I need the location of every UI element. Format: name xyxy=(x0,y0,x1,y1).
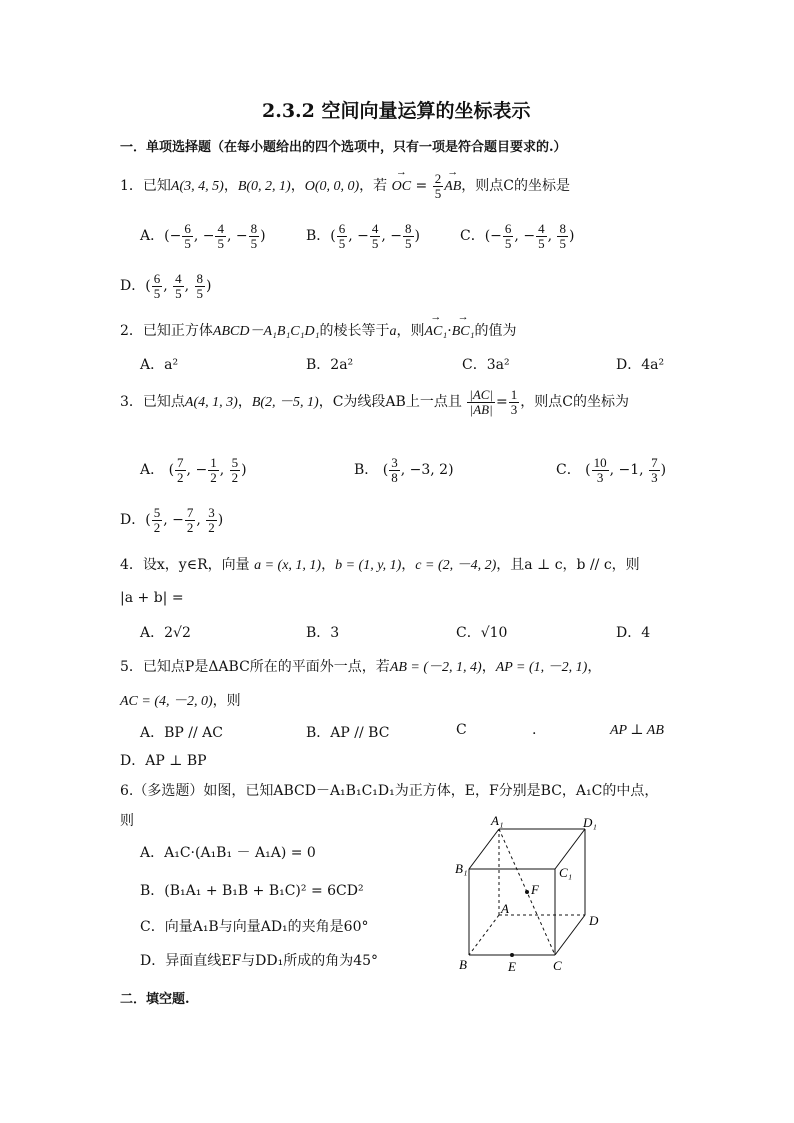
label-A1: A₁ xyxy=(491,815,504,828)
label-B: B xyxy=(459,957,467,972)
label-A: A xyxy=(501,901,509,916)
question-4-option-b: B．3 xyxy=(306,625,340,641)
question-5-option-b: B．AP // BC xyxy=(306,725,390,741)
question-3-option-a: A． ( $\frac{7}{2}$ , − $\frac{1}{2}$ , $\frac{5}{2}$ ) xyxy=(140,455,247,485)
question-4-option-d: D．4 xyxy=(616,625,651,641)
question-3-option-b: B． ( $\frac{3}{8}$ , −3, 2) xyxy=(354,455,454,485)
question-1-option-b: B．( $\frac{6}{5}$ , − $\frac{4}{5}$ , − $\frac{8}{5}$ ) xyxy=(306,221,421,251)
question-3-option-c: C． ( $\frac{10}{3}$ , −1, $\frac{7}{3}$ ) xyxy=(556,455,667,485)
edge-A1B1 xyxy=(469,829,499,869)
question-2-stem: 2．已知正方体ABCD－A₁B₁C₁D₁的棱长等于a，则→ AC₁·→ BC₁的值为 xyxy=(120,320,516,340)
question-4-option-a: A．2√2 xyxy=(140,625,191,641)
point-E xyxy=(510,953,514,957)
question-6-option-c: C．向量A₁B与向量AD₁的夹角是60° xyxy=(140,919,369,935)
question-2-option-c: C．3a² xyxy=(462,357,510,373)
question-3-stem: 3．已知点A(4, 1, 3)，B(2, －5, 1)，C为线段AB上一点且 $\frac{|AC|}{|AB|}$ = $\frac{1}{3}$ ，则点C的坐标为 xyxy=(120,387,629,417)
question-5-option-c-label: C xyxy=(456,722,467,738)
question-6-stem: 6.（多选题）如图，已知ABCD－A₁B₁C₁D₁为正方体，E，F分别是BC，A₁C的中点， xyxy=(120,783,659,799)
label-D1: D₁ xyxy=(583,815,597,830)
question-4-stem: 4．设x，y∈R，向量 a = (x, 1, 1)，b = (1, y, 1)，c = (2, －4, 2)，且a ⊥ c，b // c，则 xyxy=(120,557,640,573)
question-1-stem: 1．已知A(3, 4, 5)，B(0, 2, 1)，O(0, 0, 0)，若 → OC = $\frac{2}{5}$ → AB，则点C的坐标是 xyxy=(120,172,570,200)
question-5-option-d: D．AP ⊥ BP xyxy=(120,753,207,769)
question-4-stem-line2: |a + b| = xyxy=(120,590,184,606)
question-2-option-d: D．4a² xyxy=(616,357,665,373)
question-6-option-d: D．异面直线EF与DD₁所成的角为45° xyxy=(140,953,379,969)
question-5-stem: 5．已知点P是ΔABC所在的平面外一点，若AB = (－2, 1, 4)，AP = (1, －2, 1)， xyxy=(120,659,602,675)
question-6-stem-line2: 则 xyxy=(120,813,134,829)
label-B1: B₁ xyxy=(455,861,468,876)
question-5-option-c-dot: . xyxy=(532,722,537,738)
question-2-option-b: B．2a² xyxy=(306,357,354,373)
label-D: D xyxy=(589,913,599,928)
label-C: C xyxy=(553,958,562,973)
question-5-stem-line2: AC = (4, －2, 0)，则 xyxy=(120,693,241,709)
cube-figure xyxy=(455,815,615,975)
section-heading-fill: 二．填空题. xyxy=(120,992,190,1007)
question-5-option-c: AP ⊥ AB xyxy=(610,723,664,738)
question-6-option-b: B．(B₁A₁ + B₁B + B₁C)² = 6CD² xyxy=(140,883,364,899)
label-C1: C₁ xyxy=(559,865,573,880)
question-3-option-d: D．( $\frac{5}{2}$ , − $\frac{7}{2}$ , $\frac{3}{2}$ ) xyxy=(120,505,224,535)
section-heading-choice: 一．单项选择题（在每小题给出的四个选项中，只有一项是符合题目要求的.） xyxy=(120,140,567,155)
question-2-option-a: A．a² xyxy=(140,357,179,373)
label-F: F xyxy=(531,882,539,897)
question-1-option-d: D．( $\frac{6}{5}$ , $\frac{4}{5}$ , $\frac{8}{5}$ ) xyxy=(120,271,212,301)
question-1-option-c: C．(− $\frac{6}{5}$ , − $\frac{4}{5}$ , $\frac{8}{5}$ ) xyxy=(460,221,575,251)
question-5-option-a: A．BP // AC xyxy=(140,725,223,741)
label-E: E xyxy=(508,959,516,974)
edge-CD xyxy=(555,915,585,955)
point-F xyxy=(525,890,529,894)
page-title: 2.3.2 空间向量运算的坐标表示 xyxy=(262,100,531,122)
question-6-option-a: A．A₁C·(A₁B₁ － A₁A) = 0 xyxy=(140,845,316,861)
question-4-option-c: C．√10 xyxy=(456,625,508,641)
question-1-option-a: A．(− $\frac{6}{5}$ , − $\frac{4}{5}$ , − $\frac{8}{5}$ ) xyxy=(140,221,266,251)
edge-D1C1 xyxy=(555,829,585,869)
edge-AB xyxy=(469,915,499,955)
